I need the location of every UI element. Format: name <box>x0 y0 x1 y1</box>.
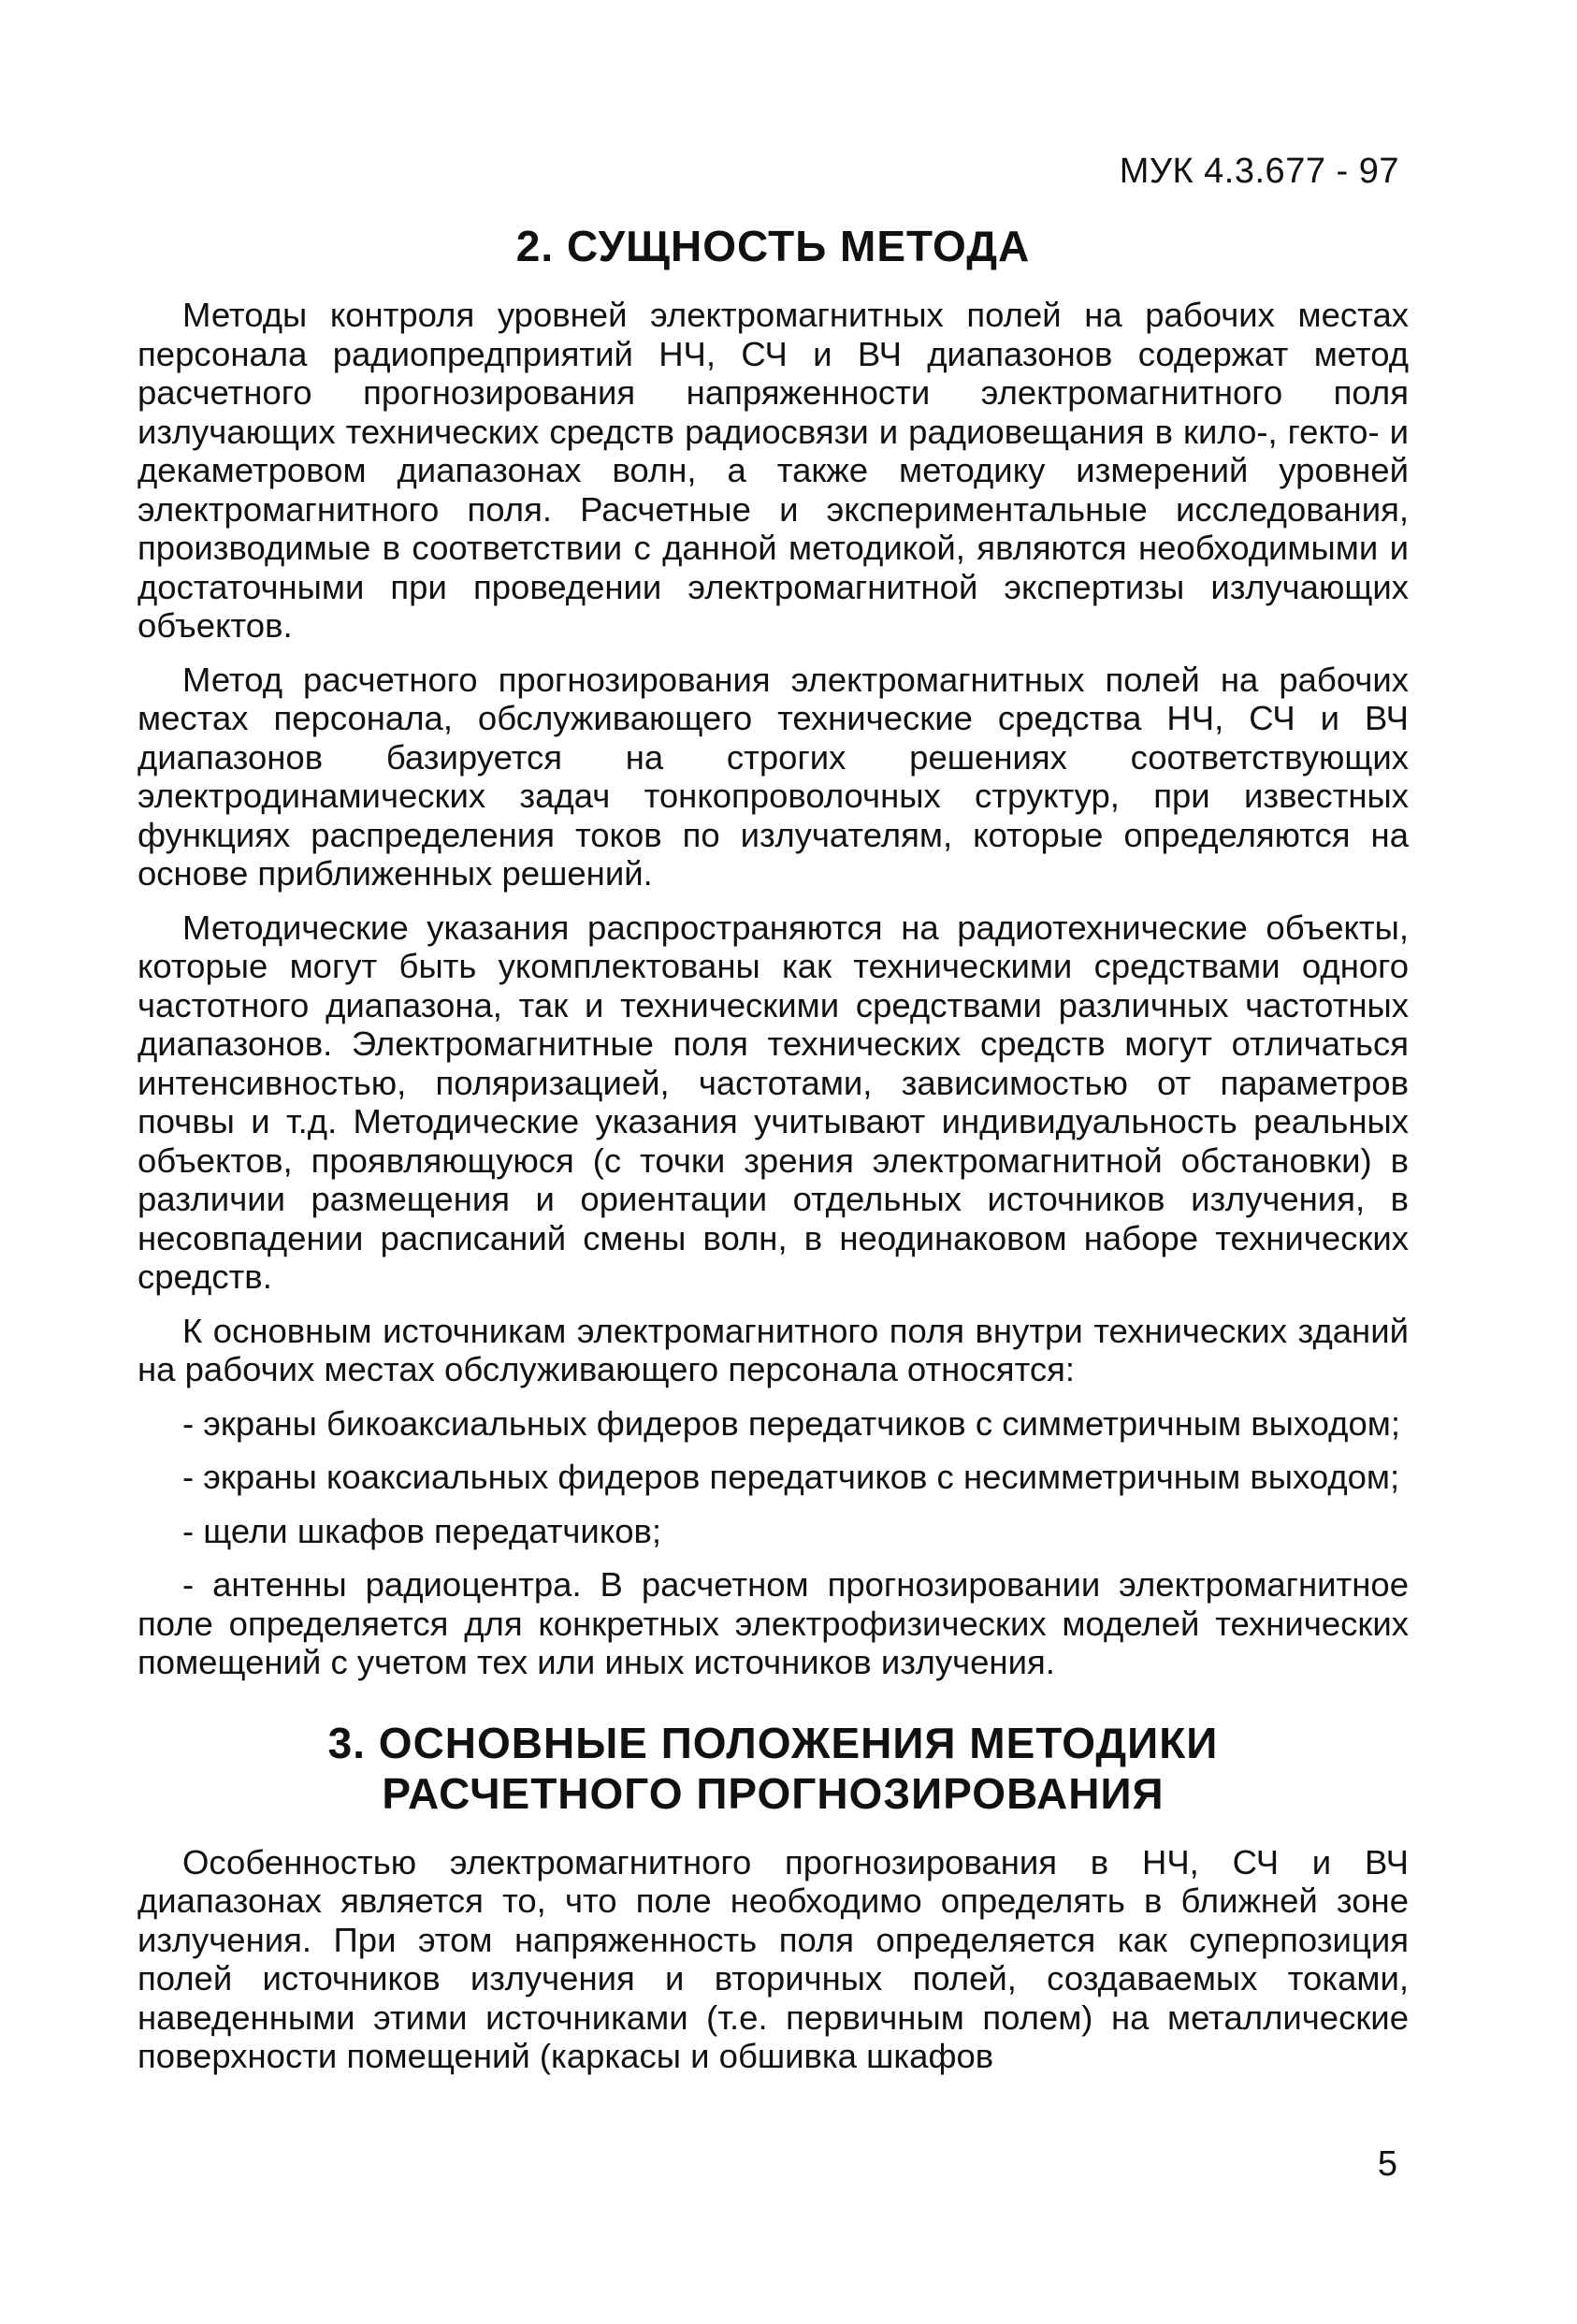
document-code: МУК 4.3.677 - 97 <box>1119 152 1399 191</box>
page-content <box>137 221 1409 2091</box>
section-3-title-line-2: РАСЧЕТНОГО ПРОГНОЗИРОВАНИЯ <box>382 1768 1165 1818</box>
page-number: 5 <box>1377 2144 1397 2184</box>
section-3-title-line-1: 3. ОСНОВНЫЕ ПОЛОЖЕНИЯ МЕТОДИКИ <box>327 1718 1219 1767</box>
list-item: - щели шкафов передатчиков; <box>182 1511 662 1550</box>
section-3-paragraph-1: Особенностью электромагнитного прогнозирования в НЧ, СЧ и ВЧ диапазонах является то, что поле необходимо определять в ближней зоне излучения. При этом напряженность поля определяется как суперпозиция полей источников излучения и вторичных полей, создаваемых токами, наведенными этими источниками (т.е. первичным полем) на металлические поверхности помещений (каркасы и обшивка шкафов <box>137 1842 1409 2075</box>
section-3-title <box>137 1718 1409 1819</box>
section-2-paragraph-4: К основным источникам электромагнитного поля внутри технических зданий на рабочих местах обслуживающего персонала относятся: <box>137 1311 1409 1388</box>
section-2-paragraph-2: Метод расчетного прогнозирования электромагнитных полей на рабочих местах персонала, обслуживающего технические средства НЧ, СЧ и ВЧ диапазонов базируется на строгих решениях соответствующих электродинамических задач тонкопроволочных структур, при известных функциях распределения токов по излучателям, которые определяются на основе приближенных решений. <box>137 660 1409 893</box>
section-2-title: 2. СУЩНОСТЬ МЕТОДА <box>515 222 1031 270</box>
section-2-paragraph-1: Методы контроля уровней электромагнитных полей на рабочих местах персонала радиопредприятий НЧ, СЧ и ВЧ диапазонов содержат метод расчетного прогнозирования напряженности электромагнитного поля излучающих технических средств радиосвязи и радиовещания в кило-, гекто- и декаметровом диапазонах волн, а также методику измерений уровней электромагнитного поля. Расчетные и экспериментальные исследования, производимые в соответствии с данной методикой, являются необходимыми и достаточными при проведении электромагнитной экспертизы излучающих объектов. <box>137 296 1409 645</box>
list-item: - антенны радиоцентра. В расчетном прогнозировании электромагнитное поле определяется для конкретных электрофизических моделей технических помещений с учетом тех или иных источников излучения. <box>137 1565 1409 1681</box>
list-item: - экраны коаксиальных фидеров передатчиков с несимметричным выходом; <box>182 1458 1400 1496</box>
section-2-paragraph-3: Методические указания распространяются на радиотехнические объекты, которые могут быть укомплектованы как техническими средствами одного частотного диапазона, так и техническими средствами различных частотных диапазонов. Электромагнитные поля технических средств могут отличаться интенсивностью, поляризацией, частотами, зависимостью от параметров почвы и т.д. Методические указания учитывают индивидуальность реальных объектов, проявляющуюся (с точки зрения электромагнитной обстановки) в различии размещения и ориентации отдельных источников излучения, в несовпадении расписаний смены волн, в неодинаковом наборе технических средств. <box>137 908 1409 1296</box>
list-item: - экраны бикоаксиальных фидеров передатчиков с симметричным выходом; <box>182 1403 1400 1443</box>
source-list <box>137 1404 1409 1682</box>
